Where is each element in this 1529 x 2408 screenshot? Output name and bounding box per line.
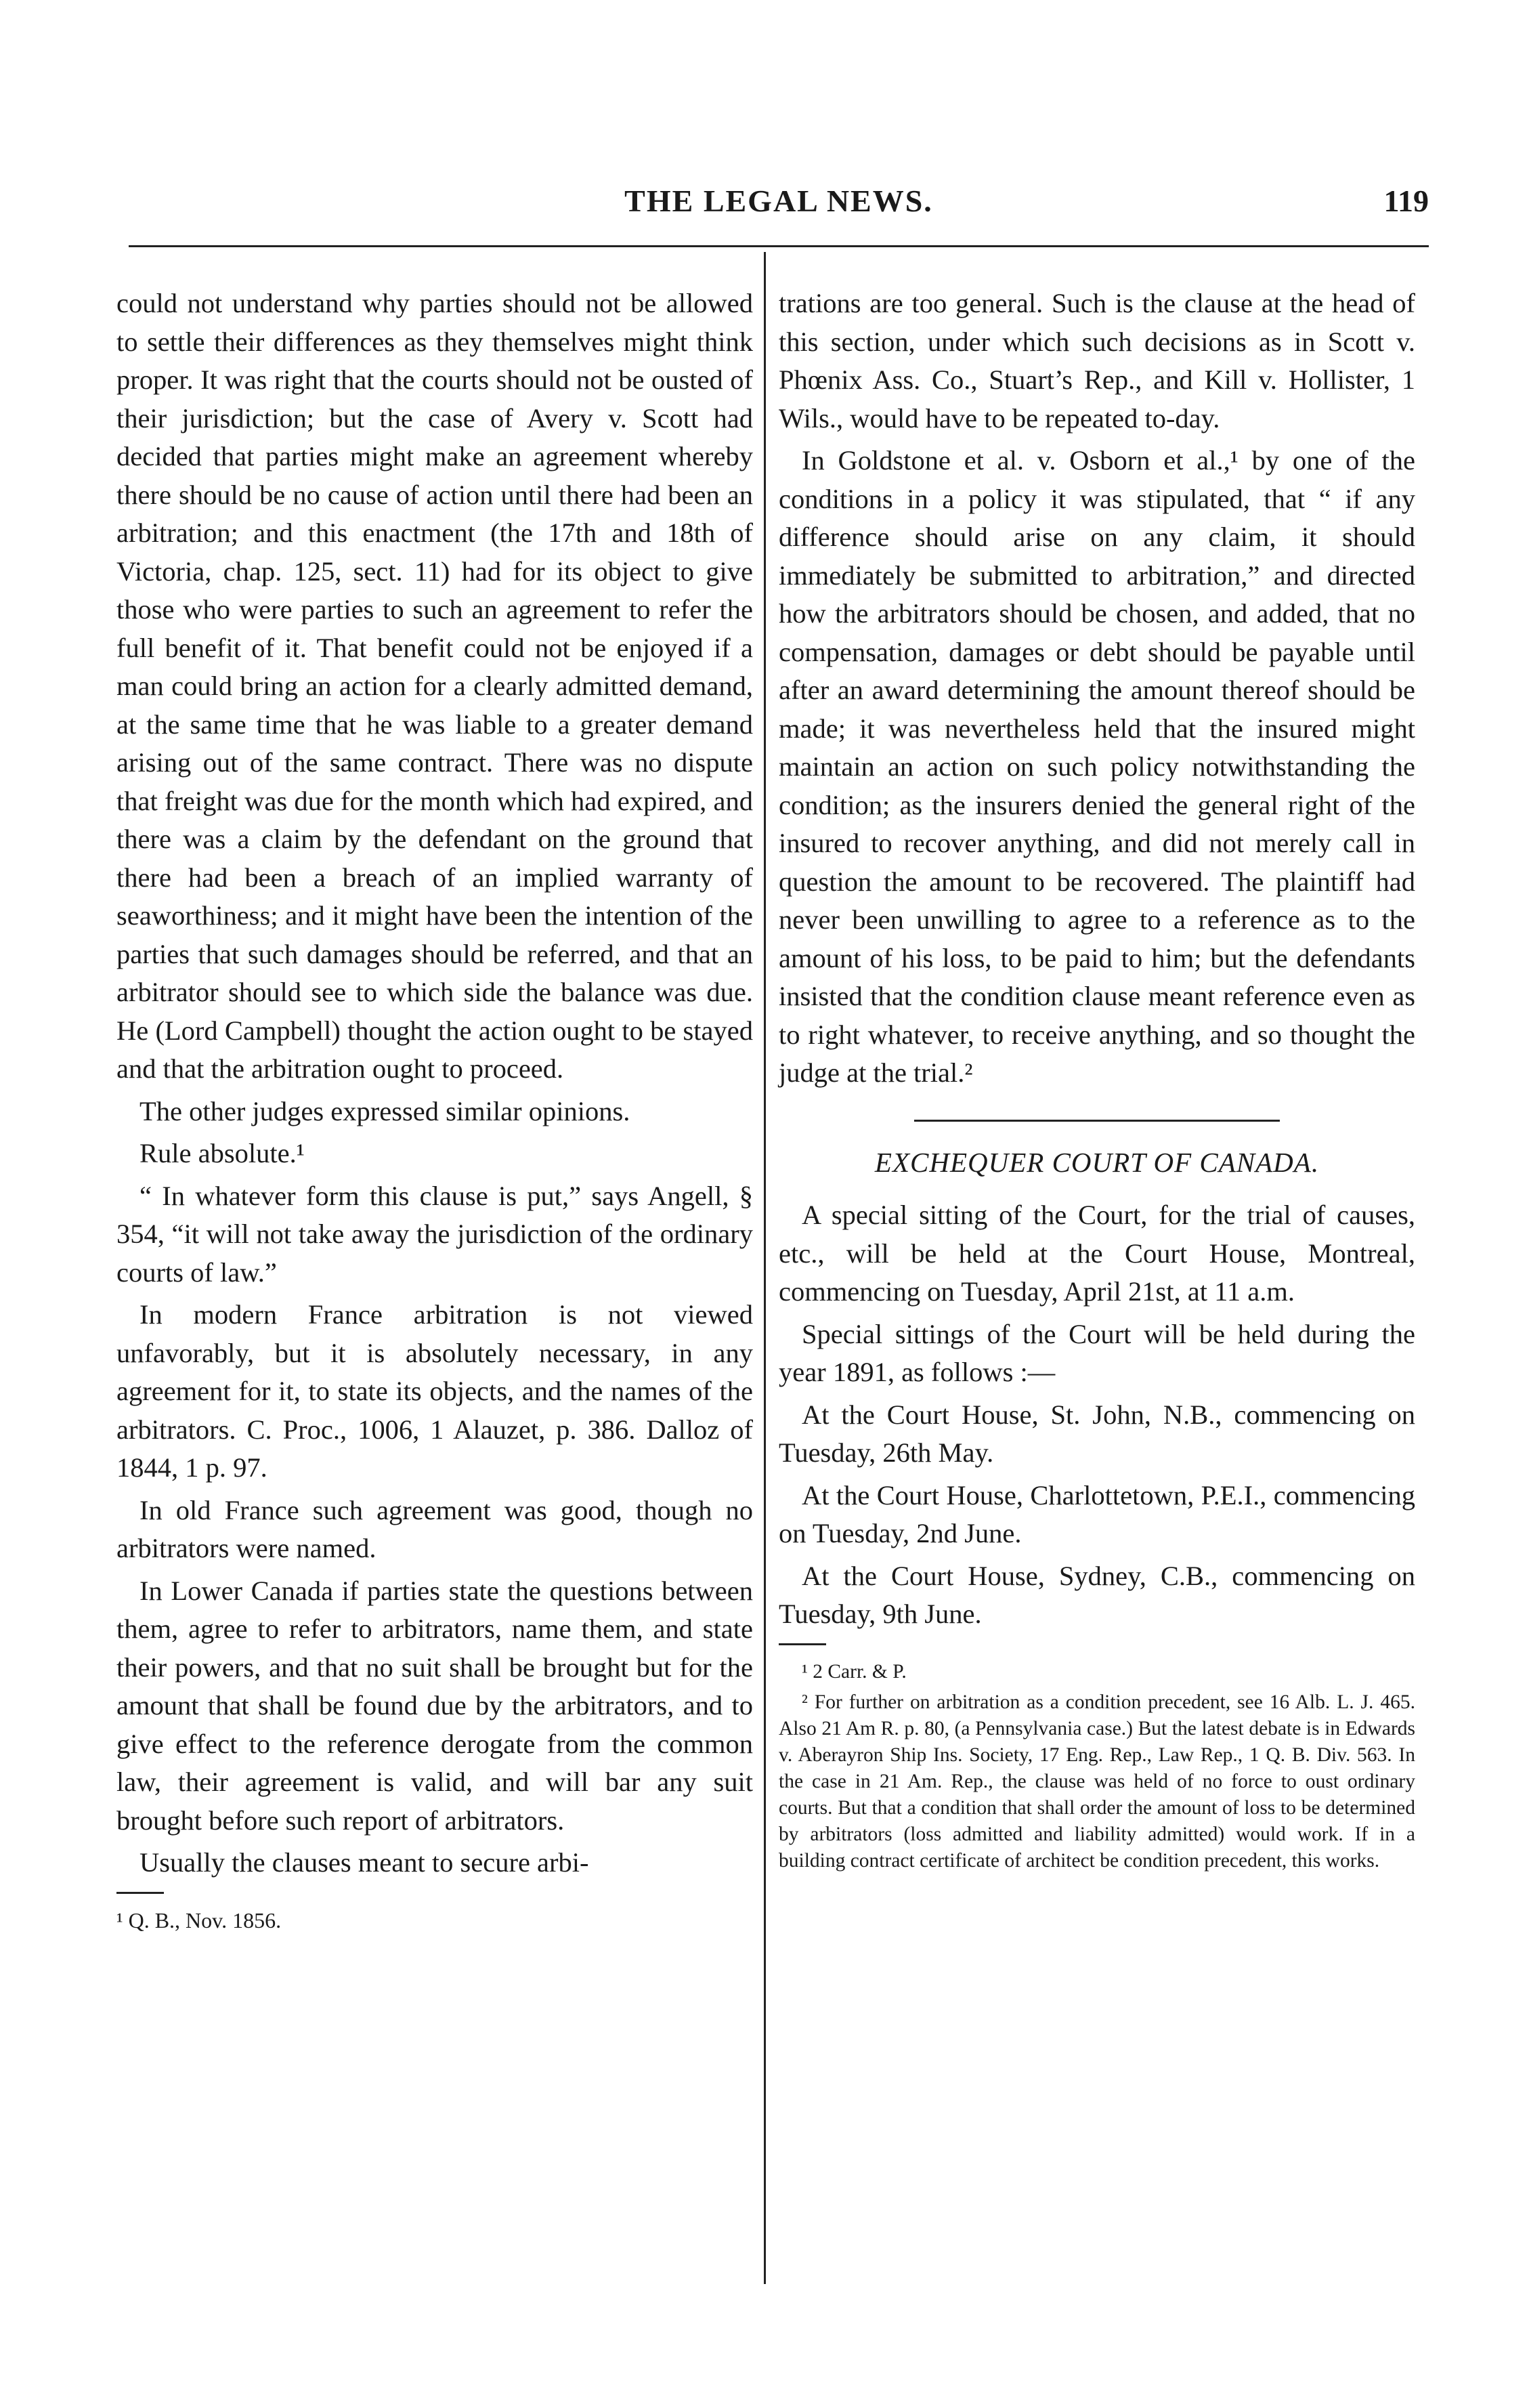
page-number: 119: [1383, 184, 1429, 218]
paragraph: trations are too general. Such is the clause at the head of this section, under which such decisions as in Scott v. Phœnix Ass. Co., Stuart’s Rep., and Kill v. Hollister, 1 Wils., would have to be repeated to-day.: [779, 288, 1415, 434]
paragraph: In Lower Canada if parties state the questions between them, agree to refer to arbitrators, name them, and state their powers, and that no suit shall be brought but for the amount that shall be found due by the arbitrators, and to give effect to the reference derogate from the common law, their agreement is valid, and will bar any suit brought before such report of arbitrators.: [116, 1575, 753, 1836]
paragraph: Usually the clauses meant to secure arbi-: [139, 1847, 589, 1878]
column-divider: [764, 252, 766, 2284]
footnote: ¹ 2 Carr. & P.: [802, 1660, 907, 1683]
paragraph: could not understand why parties should not be allowed to settle their differences as they themselves might think proper. It was right that the courts should not be ousted of their jurisdiction; but the case of Avery v. Scott had decided that parties might make an agreement whereby there should be no cause of action until there had been an arbitration; and this enactment (the 17th and 18th of Victoria, chap. 125, sect. 11) had for its object to give those who were parties to such an agreement to refer the full benefit of it. That benefit could not be enjoyed if a man could bring an action for a clearly admitted demand, at the same time that he was liable to a greater demand arising out of the same contract. There was no dispute that freight was due for the month which had expired, and there was a claim by the defendant on the ground that there had been a breach of an implied warranty of seaworthiness; and it might have been the intention of the parties that such damages should be referred, and that an arbitrator should see to which side the balance was due. He (Lord Campbell) thought the action ought to be stayed and that the arbitration ought to proceed.: [116, 288, 753, 1084]
paragraph: “ In whatever form this clause is put,” says Angell, § 354, “it will not take away the jurisdiction of the ordinary courts of law.”: [116, 1180, 753, 1288]
paragraph: In Goldstone et al. v. Osborn et al.,¹ by one of the conditions in a policy it was stipulated, that “ if any difference should arise on any claim, it should immediately be submitted to arbitration,” and directed how the arbitrators should be chosen, and added, that no compensation, damages or debt should be payable until after an award determining the amount thereof should be made; it was nevertheless held that the insured might maintain an action on such policy notwithstanding the condition; as the insurers denied the general right of the insured to recover anything, and did not merely call in question the amount to be recovered. The plaintiff had never been unwilling to agree to a reference as to the amount of his loss, to be paid to him; but the defendants insisted that the condition clause meant reference even as to right whatever, to receive anything, and so thought the judge at the trial.²: [779, 445, 1415, 1088]
footnote-rule: [116, 1892, 164, 1894]
footnote-rule: [779, 1643, 826, 1645]
footnote: ² For further on arbitration as a condition precedent, see 16 Alb. L. J. 465. Also 21 Am R. p. 80, (a Pennsylvania case.) But the latest debate is in Edwards v. Aberayron Ship Ins. Society, 17 Eng. Rep., Law Rep., 1 Q. B. Div. 563. In the case in 21 Am. Rep., the clause was held of no force to oust ordinary courts. But that a condition that shall order the amount of loss to be determined by arbitrators (loss admitted and liability admitted) would work. If in a building contract certificate of architect be condition precedent, this works.: [779, 1691, 1415, 1872]
paragraph: At the Court House, Charlottetown, P.E.I., commencing on Tuesday, 2nd June.: [779, 1479, 1415, 1548]
section-heading: EXCHEQUER COURT OF CANADA.: [874, 1146, 1320, 1178]
footnote: ¹ Q. B., Nov. 1856.: [116, 1907, 282, 1932]
page-header: [129, 183, 1429, 230]
paragraph: Special sittings of the Court will be held during the year 1891, as follows :—: [779, 1318, 1415, 1387]
right-column: [779, 284, 1415, 1878]
paragraph: The other judges expressed similar opinions.: [139, 1095, 630, 1126]
paragraph: At the Court House, St. John, N.B., commencing on Tuesday, 26th May.: [779, 1399, 1415, 1468]
section-rule: [914, 1120, 1280, 1122]
paragraph: At the Court House, Sydney, C.B., commencing on Tuesday, 9th June.: [779, 1560, 1415, 1629]
paragraph: A special sitting of the Court, for the trial of causes, etc., will be held at the Court House, Montreal, commencing on Tuesday, April 21st, at 11 a.m.: [779, 1200, 1415, 1307]
paragraph: Rule absolute.¹: [139, 1138, 305, 1168]
paragraph: In old France such agreement was good, though no arbitrators were named.: [116, 1494, 753, 1563]
paragraph: In modern France arbitration is not viewed unfavorably, but it is absolutely necessary, in any agreement for it, to state its objects, and the names of the arbitrators. C. Proc., 1006, 1 Alauzet, p. 386. Dalloz of 1844, 1 p. 97.: [116, 1299, 753, 1483]
header-rule: [129, 245, 1429, 247]
running-title: THE LEGAL NEWS.: [624, 184, 933, 218]
left-column: [116, 284, 753, 1938]
